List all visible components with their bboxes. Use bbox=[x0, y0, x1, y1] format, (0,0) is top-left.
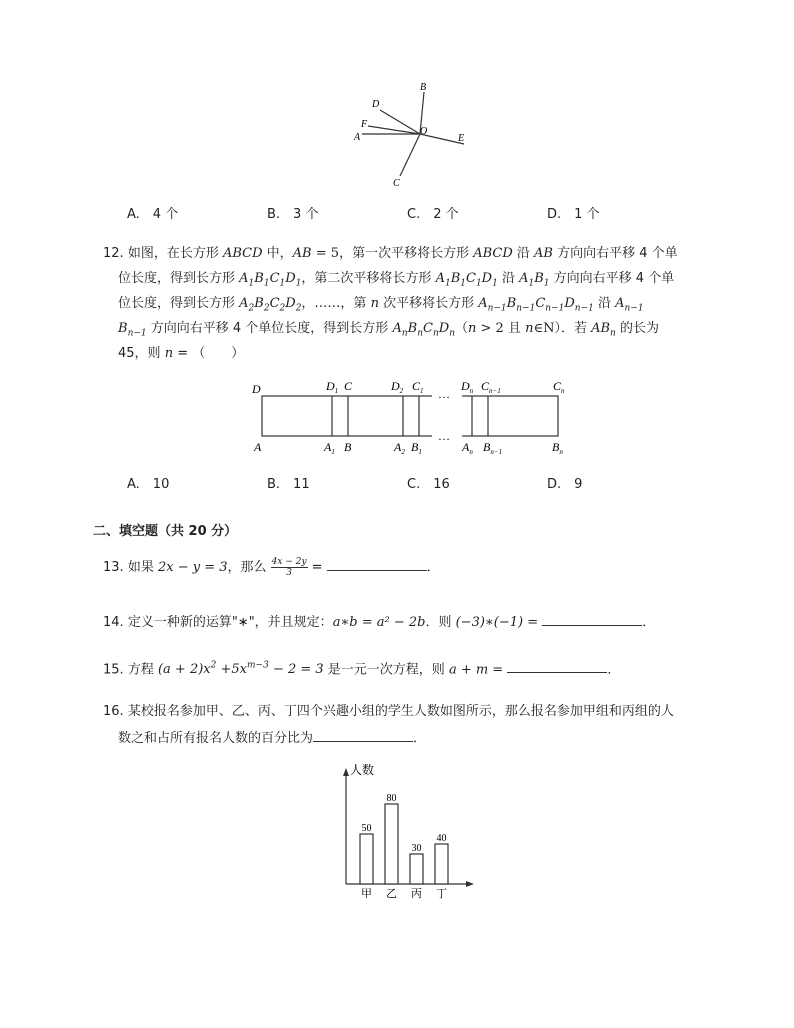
category-label-3: 丁 bbox=[436, 888, 447, 900]
q12-option-c[interactable]: C. 16 bbox=[407, 477, 450, 492]
label-E: E bbox=[458, 133, 465, 144]
q12-option-b[interactable]: B. 11 bbox=[267, 477, 310, 492]
bar-value-label-1: 80 bbox=[386, 793, 397, 804]
svg-text:B: B bbox=[344, 440, 352, 454]
svg-text:Cn: $C_n$ bbox=[553, 379, 565, 395]
svg-text:An: $A_n$ bbox=[462, 440, 473, 456]
label-D: D bbox=[372, 99, 380, 110]
svg-text:D2: $D_2$ bbox=[391, 379, 404, 395]
q15: 15. 方程 $(a + 2)x^2 +5x^{m-3} - 2 = 3$ 是一元一次方程，则 a + m = ． bbox=[103, 661, 621, 678]
svg-text:Dn: $D_n$ bbox=[461, 379, 474, 395]
label-O: O bbox=[420, 126, 428, 137]
svg-text:D1: $D_1$ bbox=[326, 379, 339, 395]
svg-text:D: D bbox=[252, 382, 261, 396]
q16-answer-blank[interactable] bbox=[313, 728, 413, 742]
q12-option-a[interactable]: A. 10 bbox=[127, 477, 170, 492]
q13: 13. 如果 2x − y = 3，那么 $\frac{4x - 2y}{3}$ = ． bbox=[103, 557, 440, 578]
bar-value-label-2: 30 bbox=[411, 843, 422, 854]
svg-text:B1: $B_1$ bbox=[411, 440, 422, 456]
q13-answer-blank[interactable] bbox=[327, 557, 427, 571]
q12-line-2: 位长度，得到长方形 $A_1B_1C_1D_1$，第二次平移将长方形 $A_1B_1C_1D_1$ 沿 $A_1B_1$ 方向向右平移 4 个单 bbox=[118, 271, 675, 289]
svg-text:C1: $C_1$ bbox=[412, 379, 424, 395]
label-C: C bbox=[393, 178, 400, 189]
q11-option-b[interactable]: B. 3 个 bbox=[267, 207, 319, 222]
bar-1 bbox=[385, 804, 398, 884]
q11-option-a[interactable]: A. 4 个 bbox=[127, 207, 179, 222]
q11-option-d[interactable]: D. 1 个 bbox=[547, 207, 600, 222]
q16-bar-chart bbox=[330, 760, 480, 900]
bar-value-label-0: 50 bbox=[361, 823, 372, 834]
category-label-0: 甲 bbox=[361, 888, 372, 900]
label-A: A bbox=[354, 132, 361, 143]
q16-line-1: 16. 某校报名参加甲、乙、丙、丁四个兴趣小组的学生人数如图所示，那么报名参加甲组和丙组的人 bbox=[103, 704, 674, 719]
svg-text:C: C bbox=[344, 379, 353, 393]
bar-value-label-3: 40 bbox=[436, 833, 447, 844]
section-2-title: 二、填空题（共 20 分） bbox=[93, 524, 238, 539]
y-axis-arrow bbox=[343, 768, 349, 776]
bar-2 bbox=[410, 854, 423, 884]
q12-line-3: 位长度，得到长方形 $A_2B_2C_2D_2$，……，第 n 次平移将长方形 $A_{n-1}B_{n-1}C_{n-1}D_{n-1}$ 沿 $A_{n-1}$ bbox=[118, 296, 644, 314]
q11-figure bbox=[340, 78, 480, 193]
svg-text:A1: $A_1$ bbox=[324, 440, 335, 456]
svg-text:…: … bbox=[438, 429, 450, 443]
q12-line-1: 12. 如图，在长方形 ABCD 中，AB = 5，第一次平移将长方形 ABCD 沿 AB 方向向右平移 4 个单 bbox=[103, 246, 678, 261]
category-label-2: 丙 bbox=[411, 888, 422, 900]
q11-option-c[interactable]: C. 2 个 bbox=[407, 207, 459, 222]
q16-line-2: 数之和占所有报名人数的百分比为 ． bbox=[118, 728, 426, 748]
bar-0 bbox=[360, 834, 373, 884]
svg-text:Bn: $B_n$ bbox=[552, 440, 563, 456]
q14-answer-blank[interactable] bbox=[542, 612, 642, 626]
bar-3 bbox=[435, 844, 448, 884]
q12-figure bbox=[248, 376, 578, 460]
x-axis-arrow bbox=[466, 881, 474, 887]
q12-option-d[interactable]: D. 9 bbox=[547, 477, 583, 492]
svg-text:A: A bbox=[254, 440, 262, 454]
q12-line-5: 45，则 n = （ ） bbox=[118, 346, 245, 361]
category-label-1: 乙 bbox=[386, 888, 397, 900]
q14: 14. 定义一种新的运算"∗"，并且规定：a∗b = a² − 2b．则 (−3)∗(−1) = ． bbox=[103, 612, 655, 632]
svg-text:A2: $A_2$ bbox=[394, 440, 405, 456]
q12-line-4: $B_{n-1}$ 方向向右平移 4 个单位长度，得到长方形 $A_nB_nC_nD_n(n > 2$ 且 n∈N）．若 $AB_n$ 的长为 bbox=[118, 321, 659, 339]
y-axis-label: 人数 bbox=[350, 763, 375, 777]
svg-text:Cn−1: $C_{n-1}$ bbox=[481, 379, 501, 395]
label-F: F bbox=[361, 119, 368, 130]
svg-text:…: … bbox=[438, 387, 450, 401]
label-B: B bbox=[420, 82, 427, 93]
svg-text:Bn−1: $B_{n-1}$ bbox=[483, 440, 503, 456]
q15-answer-blank[interactable] bbox=[507, 659, 607, 673]
